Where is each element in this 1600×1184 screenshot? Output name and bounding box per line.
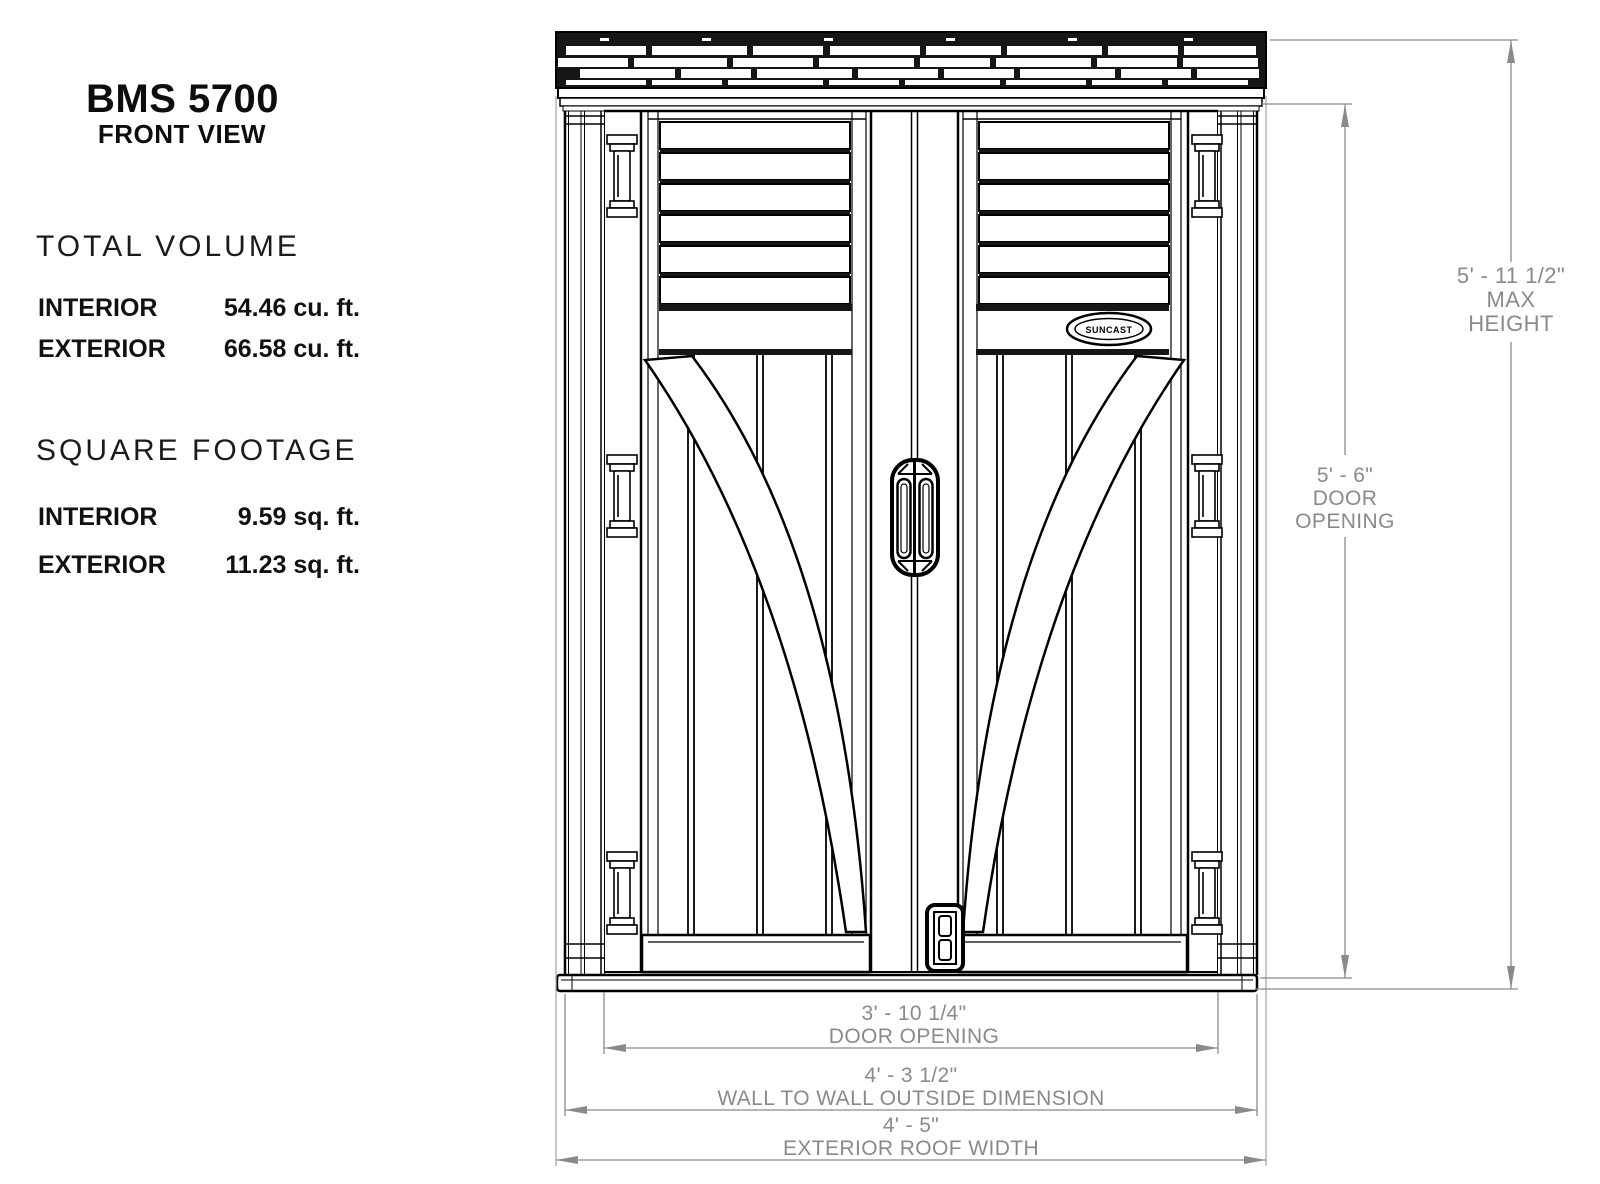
roof-width-caption: EXTERIOR ROOF WIDTH (782, 1137, 1040, 1160)
exterior-volume-value: 66.58 cu. ft. (223, 335, 360, 363)
door-height-word1: DOOR (1312, 487, 1378, 510)
door-opening-height-dimension (1260, 104, 1352, 978)
door-width-value: 3' - 10 1/4" (861, 1002, 967, 1025)
roof-fascia (558, 88, 1264, 111)
left-door-louvers (659, 122, 852, 355)
door-height-word2: OPENING (1295, 510, 1395, 533)
door-height-value: 5' - 6" (1316, 464, 1374, 487)
door-latch (927, 905, 963, 971)
max-height-word2: HEIGHT (1468, 311, 1554, 336)
wall-to-wall-caption: WALL TO WALL OUTSIDE DIMENSION (717, 1087, 1105, 1110)
square-footage-heading: SQUARE FOOTAGE (36, 434, 358, 467)
roof-width-dimension (556, 1156, 1266, 1164)
interior-footage-value: 9.59 sq. ft. (237, 503, 360, 531)
roof-width-value: 4' - 5" (882, 1114, 940, 1137)
left-door (641, 111, 871, 972)
interior-volume-label: INTERIOR (38, 294, 158, 322)
left-door-bottom-rail (642, 935, 870, 972)
left-door-hinges (607, 135, 637, 934)
wall-to-wall-value: 4' - 3 1/2" (864, 1064, 958, 1087)
max-height-word1: MAX (1486, 287, 1536, 312)
max-height-value: 5' - 11 1/2" (1456, 263, 1566, 288)
max-height-dimension (1255, 40, 1518, 989)
wall-to-wall-dimension (565, 994, 1257, 1116)
view-label: FRONT VIEW (97, 119, 267, 149)
door-opening-width-dimension (604, 992, 1218, 1054)
door-handle (892, 460, 938, 575)
door-width-caption: DOOR OPENING (828, 1025, 1000, 1048)
interior-footage-label: INTERIOR (38, 503, 158, 531)
roof-shingles (556, 32, 1266, 88)
suncast-logo (1067, 313, 1151, 345)
interior-volume-value: 54.46 cu. ft. (223, 294, 360, 322)
logo-text: SUNCAST (1085, 325, 1133, 335)
left-wall-pillar (565, 111, 605, 975)
right-wall-pillar (1218, 111, 1258, 975)
exterior-footage-label: EXTERIOR (38, 551, 166, 579)
base-plate (557, 972, 1257, 991)
right-door (958, 111, 1188, 972)
total-volume-heading: TOTAL VOLUME (36, 230, 300, 263)
model-number: BMS 5700 (86, 77, 279, 121)
exterior-footage-value: 11.23 sq. ft. (225, 551, 360, 579)
right-door-bottom-rail (959, 935, 1187, 972)
exterior-volume-label: EXTERIOR (38, 335, 166, 363)
